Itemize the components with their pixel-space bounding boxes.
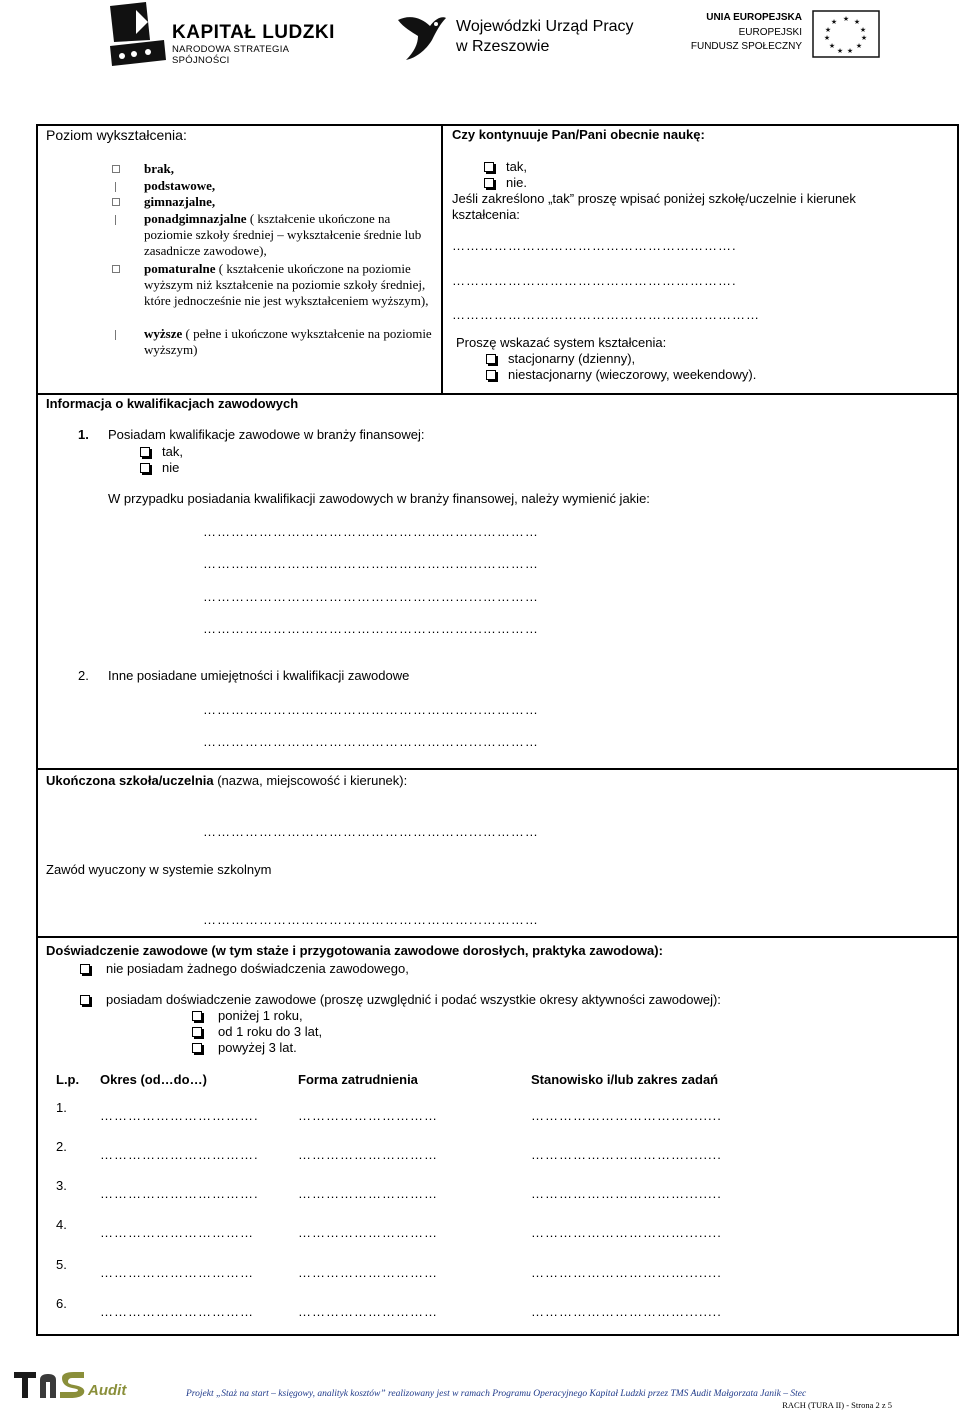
- footer-project-text: Projekt „Staż na start – księgowy, analityk kosztów” realizowany jest w ramach Programu Operacyjnego Kapitał Ludzki przez TMS Audit Małgorzata Janik – Stec: [186, 1389, 807, 1399]
- kl-title: KAPITAŁ LUDZKI: [172, 22, 335, 43]
- footer-page-number: RACH (TURA II) - Strona 2 z 5: [782, 1400, 892, 1410]
- svg-text:★: ★: [859, 27, 867, 34]
- education-title: Poziom wykształcenia:: [46, 127, 187, 143]
- school-line[interactable]: …………………………………………………...…………: [203, 824, 539, 839]
- row-form[interactable]: …………………………: [298, 1225, 438, 1240]
- row-number: 3.: [56, 1178, 67, 1193]
- checkbox-icon[interactable]: [140, 447, 150, 457]
- q2-number: 2.: [78, 668, 89, 683]
- checkbox-icon[interactable]: [115, 215, 116, 225]
- q1-text: Posiadam kwalifikacje zawodowe w branży finansowej:: [108, 427, 425, 442]
- option-label: posiadam doświadczenie zawodowe (proszę uzwględnić i podać wszystkie okresy aktywności zawodowej):: [106, 992, 721, 1007]
- system-option-stacjonarny[interactable]: [486, 351, 635, 366]
- q1-line-3[interactable]: …………………………………………………...…………: [203, 589, 539, 604]
- qualifications-title: Informacja o kwalifikacjach zawodowych: [46, 396, 299, 411]
- q2-line-2[interactable]: …………………………………………………...…………: [203, 734, 539, 749]
- wup-logo: [396, 6, 656, 66]
- table-row: [0, 1178, 960, 1201]
- row-position[interactable]: ……………………………........: [531, 1225, 722, 1240]
- table-row: [0, 1139, 960, 1162]
- checkbox-icon[interactable]: [192, 1027, 202, 1037]
- row-period[interactable]: ……………………………: [100, 1265, 254, 1280]
- q1-number: 1.: [78, 427, 89, 442]
- ue-line2: EUROPEJSKI: [738, 27, 802, 38]
- duration-option-2[interactable]: [192, 1024, 322, 1039]
- option-label: tak,: [162, 444, 183, 459]
- education-level-podstawowe[interactable]: [112, 178, 464, 194]
- continue-option-nie[interactable]: [484, 175, 527, 190]
- row-number: 4.: [56, 1217, 67, 1232]
- option-label: tak,: [506, 159, 527, 174]
- kapital-ludzki-emblem-icon: [106, 0, 168, 76]
- school-title-rest: (nazwa, miejscowość i kierunek):: [213, 773, 408, 788]
- svg-text:★: ★: [842, 16, 850, 23]
- svg-text:★: ★: [828, 43, 836, 50]
- experience-option-none[interactable]: [80, 961, 409, 976]
- row-form[interactable]: …………………………: [298, 1147, 438, 1162]
- checkbox-icon[interactable]: [80, 995, 90, 1005]
- checkbox-icon[interactable]: [115, 182, 116, 192]
- profession-line[interactable]: …………………………………………………...…………: [203, 912, 539, 927]
- table-header-position: Stanowisko i/lub zakres zadań: [531, 1072, 719, 1087]
- continue-option-tak[interactable]: [484, 159, 527, 174]
- row-form[interactable]: …………………………: [298, 1108, 438, 1123]
- row-position[interactable]: ……………………………........: [531, 1147, 722, 1162]
- row-position[interactable]: ……………………………........: [531, 1265, 722, 1280]
- row-number: 1.: [56, 1100, 67, 1115]
- table-header-lp: L.p.: [56, 1072, 80, 1087]
- profession-label: Zawód wyuczony w systemie szkolnym: [46, 862, 272, 877]
- row-number: 5.: [56, 1257, 67, 1272]
- ue-line1: UNIA EUROPEJSKA: [706, 12, 802, 23]
- duration-option-1[interactable]: [192, 1008, 303, 1023]
- option-label: poniżej 1 roku,: [218, 1008, 303, 1023]
- education-level-gimnazjalne[interactable]: [112, 194, 464, 210]
- tms-audit-logo: [12, 1368, 132, 1404]
- education-level-desc: ( kształcenie ukończone na poziomie wyższym niż kształcenie na poziomie szkoły średniej, które jednocześnie nie jest wykształceniem wyższym),: [144, 261, 429, 308]
- continue-line-3[interactable]: …………………………………………………………: [452, 307, 760, 322]
- option-label: nie posiadam żadnego doświadczenia zawodowego,: [106, 961, 409, 976]
- row-number: 2.: [56, 1139, 67, 1154]
- checkbox-icon[interactable]: [484, 162, 494, 172]
- row-form[interactable]: …………………………: [298, 1304, 438, 1319]
- checkbox-icon[interactable]: [112, 165, 120, 173]
- option-label: stacjonarny (dzienny),: [508, 351, 636, 366]
- education-level-label: wyższe: [144, 326, 183, 341]
- experience-title: Doświadczenie zawodowe (w tym staże i przygotowania zawodowe dorosłych, praktyka zawodowa):: [46, 943, 663, 958]
- svg-text:★: ★: [824, 27, 832, 34]
- svg-text:★: ★: [823, 35, 831, 42]
- row-position[interactable]: ……………………………........: [531, 1108, 722, 1123]
- education-level-brak[interactable]: [112, 161, 464, 177]
- education-level-ponadgimnazjalne[interactable]: [112, 211, 434, 259]
- svg-text:★: ★: [853, 19, 861, 26]
- svg-text:★: ★: [836, 48, 844, 55]
- continue-study-title: Czy kontynuuje Pan/Pani obecnie naukę:: [452, 127, 705, 142]
- top-section-divider: [36, 393, 959, 395]
- education-level-label: pomaturalne: [144, 261, 216, 276]
- duration-option-3[interactable]: [192, 1040, 297, 1055]
- option-label: niestacjonarny (wieczorowy, weekendowy).: [508, 367, 757, 382]
- education-level-desc: ( pełne i ukończone wykształcenie na poziomie wyższym): [144, 326, 432, 357]
- education-level-desc: ( kształcenie ukończone na poziomie szkoły średniej – wykształcenie średnie lub zasadnicze zawodowe),: [144, 211, 422, 258]
- continue-instruction: Jeśli zakreślono „tak” proszę wpisać poniżej szkołę/uczelnie i kierunek kształcenia:: [452, 191, 856, 222]
- option-label: powyżej 3 lat.: [218, 1040, 297, 1055]
- q2-text: Inne posiadane umiejętności i kwalifikacji zawodowe: [108, 668, 410, 683]
- kapital-ludzki-logo: [106, 0, 336, 76]
- checkbox-icon[interactable]: [140, 463, 150, 473]
- experience-option-has[interactable]: [80, 992, 721, 1007]
- table-header-form: Forma zatrudnienia: [298, 1072, 418, 1087]
- q1-line-1[interactable]: …………………………………………………...…………: [203, 524, 539, 539]
- q1-followup: W przypadku posiadania kwalifikacji zawodowych w branży finansowej, należy wymienić jakie:: [108, 491, 650, 506]
- option-label: nie.: [506, 175, 527, 190]
- option-label: nie: [162, 460, 180, 475]
- wup-bird-icon: [396, 10, 448, 62]
- svg-text:★: ★: [846, 48, 854, 55]
- education-level-wyzsze[interactable]: [112, 326, 434, 358]
- row-form[interactable]: …………………………: [298, 1265, 438, 1280]
- row-period[interactable]: ……………………………: [100, 1225, 254, 1240]
- school-title-bold: Ukończona szkoła/uczelnia: [46, 773, 214, 788]
- svg-text:★: ★: [855, 43, 863, 50]
- q2-line-1[interactable]: …………………………………………………...…………: [203, 702, 539, 717]
- q1-option-tak[interactable]: [140, 444, 183, 459]
- education-level-label: podstawowe,: [144, 178, 216, 193]
- education-level-label: gimnazjalne,: [144, 194, 216, 209]
- checkbox-icon[interactable]: [192, 1011, 202, 1021]
- checkbox-icon[interactable]: [112, 198, 120, 206]
- row-period[interactable]: ……………………………: [100, 1304, 254, 1319]
- school-bottom-divider: [36, 936, 959, 938]
- checkbox-icon[interactable]: [80, 964, 90, 974]
- eu-flag-icon: [812, 10, 880, 58]
- row-position[interactable]: ……………………………........: [531, 1304, 722, 1319]
- checkbox-icon[interactable]: [486, 370, 496, 380]
- continue-line-1[interactable]: …………………………………………………….: [452, 238, 737, 253]
- checkbox-icon[interactable]: [484, 178, 494, 188]
- eu-logo: [690, 10, 880, 62]
- wup-line2: w Rzeszowie: [456, 38, 550, 55]
- q1-option-nie[interactable]: [140, 460, 179, 475]
- table-header-period: Okres (od…do…): [100, 1072, 207, 1087]
- school-title: [46, 773, 407, 788]
- row-period[interactable]: …………………………….: [100, 1108, 259, 1123]
- checkbox-icon[interactable]: [486, 354, 496, 364]
- option-label: od 1 roku do 3 lat,: [218, 1024, 323, 1039]
- education-level-pomaturalne[interactable]: [112, 261, 434, 309]
- checkbox-icon[interactable]: [192, 1043, 202, 1053]
- svg-text:★: ★: [830, 19, 838, 26]
- education-level-label: ponadgimnazjalne: [144, 211, 247, 226]
- table-row: [0, 1296, 960, 1319]
- table-row: [0, 1100, 960, 1123]
- checkbox-icon[interactable]: [112, 265, 120, 273]
- q1-line-4[interactable]: …………………………………………………...…………: [203, 621, 539, 636]
- row-period[interactable]: …………………………….: [100, 1147, 259, 1162]
- qualifications-bottom-divider: [36, 768, 959, 770]
- continue-line-2[interactable]: …………………………………………………….: [452, 273, 737, 288]
- checkbox-icon[interactable]: [115, 330, 116, 340]
- kl-subtitle: NARODOWA STRATEGIA SPÓJNOŚCI: [172, 44, 289, 66]
- education-level-label: brak,: [144, 161, 174, 176]
- q1-line-2[interactable]: …………………………………………………...…………: [203, 556, 539, 571]
- row-number: 6.: [56, 1296, 67, 1311]
- tms-logo-text: Audit: [88, 1382, 127, 1399]
- row-position[interactable]: ……………………………........: [531, 1186, 722, 1201]
- table-row: [0, 1217, 960, 1240]
- wup-line1: Wojewódzki Urząd Pracy: [456, 18, 634, 35]
- system-option-niestacjonarny[interactable]: [486, 367, 756, 382]
- svg-text:★: ★: [860, 35, 868, 42]
- system-title: Proszę wskazać system kształcenia:: [456, 335, 667, 350]
- table-row: [0, 1257, 960, 1280]
- ue-line3: FUNDUSZ SPOŁECZNY: [690, 41, 802, 52]
- row-form[interactable]: …………………………: [298, 1186, 438, 1201]
- row-period[interactable]: …………………………….: [100, 1186, 259, 1201]
